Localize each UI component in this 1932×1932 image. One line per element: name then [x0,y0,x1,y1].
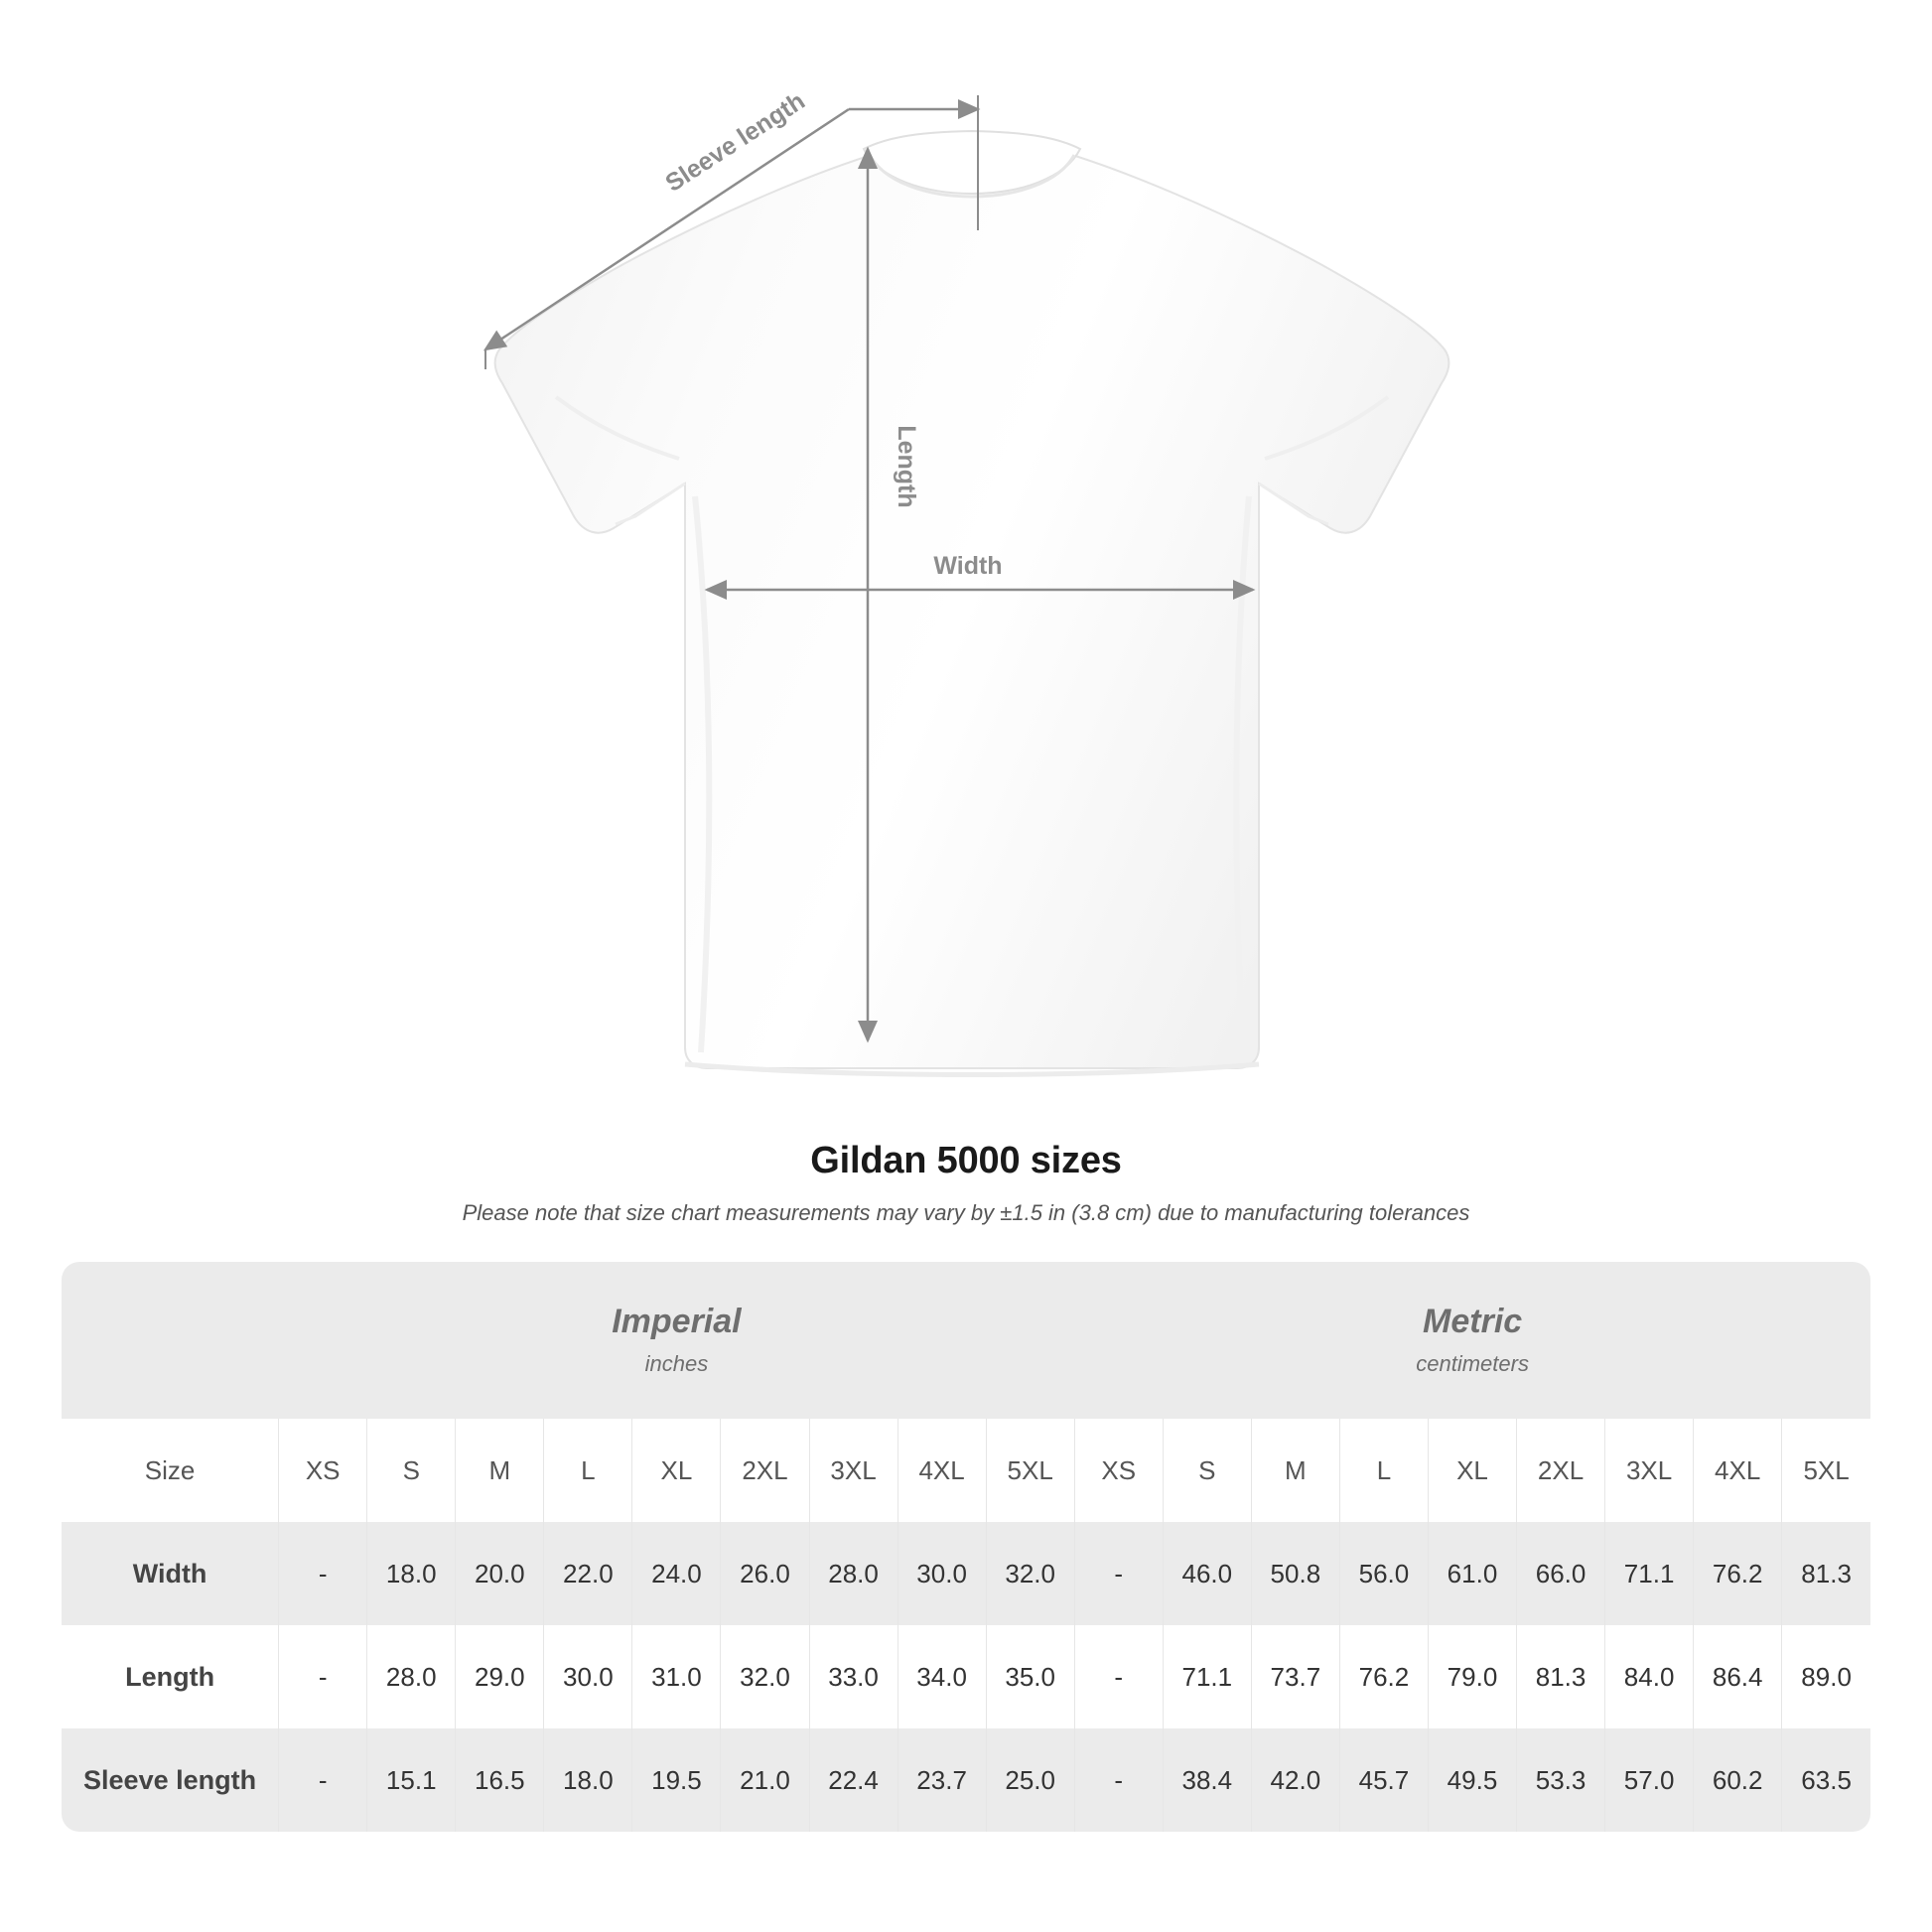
cell-sleeve-length-imperial-5xl: 25.0 [986,1728,1074,1832]
row-label-sleeve-length: Sleeve length [62,1728,279,1832]
cell-sleeve-length-imperial-l: 18.0 [544,1728,632,1832]
size-header-xl-imperial: XL [632,1419,721,1522]
table-row [62,1728,1870,1832]
row-label-length: Length [62,1625,279,1728]
cell-sleeve-length-imperial-2xl: 21.0 [721,1728,809,1832]
width-label: Width [933,552,1003,580]
size-header-xs-metric: XS [1074,1419,1163,1522]
size-table-wrapper [62,1262,1870,1832]
cell-sleeve-length-metric-m: 42.0 [1251,1728,1339,1832]
cell-sleeve-length-imperial-xs: - [279,1728,367,1832]
cell-length-imperial-xl: 31.0 [632,1625,721,1728]
size-header-5xl-metric: 5XL [1782,1419,1870,1522]
size-header-5xl-imperial: 5XL [986,1419,1074,1522]
cell-sleeve-length-metric-5xl: 63.5 [1782,1728,1870,1832]
size-table [62,1262,1870,1832]
unit-header-row [62,1262,1870,1419]
unit-title: Imperial [612,1303,742,1341]
cell-length-metric-5xl: 89.0 [1782,1625,1870,1728]
cell-width-metric-xs: - [1074,1522,1163,1625]
cell-width-metric-5xl: 81.3 [1782,1522,1870,1625]
cell-width-imperial-3xl: 28.0 [809,1522,897,1625]
size-header-4xl-imperial: 4XL [897,1419,986,1522]
size-header-l-metric: L [1339,1419,1428,1522]
size-header-xl-metric: XL [1428,1419,1516,1522]
size-header-3xl-metric: 3XL [1605,1419,1694,1522]
cell-length-metric-l: 76.2 [1339,1625,1428,1728]
cell-length-imperial-l: 30.0 [544,1625,632,1728]
unit-header-metric [1074,1262,1870,1419]
cell-width-imperial-4xl: 30.0 [897,1522,986,1625]
cell-length-metric-xs: - [1074,1625,1163,1728]
cell-width-imperial-2xl: 26.0 [721,1522,809,1625]
cell-length-imperial-s: 28.0 [367,1625,456,1728]
cell-length-imperial-4xl: 34.0 [897,1625,986,1728]
cell-sleeve-length-metric-l: 45.7 [1339,1728,1428,1832]
cell-width-imperial-m: 20.0 [456,1522,544,1625]
size-header-xs-imperial: XS [279,1419,367,1522]
cell-length-metric-3xl: 84.0 [1605,1625,1694,1728]
size-header-2xl-imperial: 2XL [721,1419,809,1522]
unit-header-spacer [62,1262,279,1419]
cell-width-metric-s: 46.0 [1163,1522,1251,1625]
cell-length-imperial-3xl: 33.0 [809,1625,897,1728]
size-header-row [62,1419,1870,1522]
size-header-label: Size [62,1419,279,1522]
cell-length-metric-4xl: 86.4 [1694,1625,1782,1728]
cell-width-metric-xl: 61.0 [1428,1522,1516,1625]
unit-subtitle: centimeters [1416,1350,1529,1376]
unit-title: Metric [1423,1303,1523,1341]
cell-sleeve-length-metric-xl: 49.5 [1428,1728,1516,1832]
cell-sleeve-length-imperial-xl: 19.5 [632,1728,721,1832]
cell-sleeve-length-imperial-m: 16.5 [456,1728,544,1832]
size-header-s-metric: S [1163,1419,1251,1522]
cell-sleeve-length-imperial-4xl: 23.7 [897,1728,986,1832]
cell-length-metric-xl: 79.0 [1428,1625,1516,1728]
cell-sleeve-length-imperial-s: 15.1 [367,1728,456,1832]
cell-width-metric-l: 56.0 [1339,1522,1428,1625]
cell-width-imperial-xs: - [279,1522,367,1625]
title-block [0,1140,1932,1226]
size-header-3xl-imperial: 3XL [809,1419,897,1522]
tshirt-graphic [495,131,1449,1075]
size-header-m-imperial: M [456,1419,544,1522]
cell-width-imperial-l: 22.0 [544,1522,632,1625]
size-header-m-metric: M [1251,1419,1339,1522]
unit-subtitle: inches [644,1350,709,1376]
cell-sleeve-length-metric-s: 38.4 [1163,1728,1251,1832]
cell-length-imperial-2xl: 32.0 [721,1625,809,1728]
cell-width-metric-2xl: 66.0 [1517,1522,1605,1625]
cell-sleeve-length-imperial-3xl: 22.4 [809,1728,897,1832]
cell-sleeve-length-metric-2xl: 53.3 [1517,1728,1605,1832]
length-label: Length [893,425,920,508]
tolerance-note: Please note that size chart measurements may vary by ±1.5 in (3.8 cm) due to manufacturing tolerances [462,1200,1470,1225]
cell-width-metric-4xl: 76.2 [1694,1522,1782,1625]
table-row [62,1522,1870,1625]
cell-width-imperial-s: 18.0 [367,1522,456,1625]
unit-header-imperial [279,1262,1075,1419]
cell-width-imperial-xl: 24.0 [632,1522,721,1625]
cell-width-metric-3xl: 71.1 [1605,1522,1694,1625]
size-header-4xl-metric: 4XL [1694,1419,1782,1522]
cell-length-metric-m: 73.7 [1251,1625,1339,1728]
cell-length-imperial-xs: - [279,1625,367,1728]
cell-sleeve-length-metric-xs: - [1074,1728,1163,1832]
row-label-width: Width [62,1522,279,1625]
cell-sleeve-length-metric-3xl: 57.0 [1605,1728,1694,1832]
table-row [62,1625,1870,1728]
size-header-2xl-metric: 2XL [1517,1419,1605,1522]
cell-length-metric-2xl: 81.3 [1517,1625,1605,1728]
size-header-l-imperial: L [544,1419,632,1522]
cell-length-metric-s: 71.1 [1163,1625,1251,1728]
cell-width-imperial-5xl: 32.0 [986,1522,1074,1625]
size-header-s-imperial: S [367,1419,456,1522]
cell-length-imperial-5xl: 35.0 [986,1625,1074,1728]
cell-width-metric-m: 50.8 [1251,1522,1339,1625]
cell-sleeve-length-metric-4xl: 60.2 [1694,1728,1782,1832]
sleeve-length-label: Sleeve length [660,86,810,198]
cell-length-imperial-m: 29.0 [456,1625,544,1728]
page-title: Gildan 5000 sizes [810,1140,1122,1181]
